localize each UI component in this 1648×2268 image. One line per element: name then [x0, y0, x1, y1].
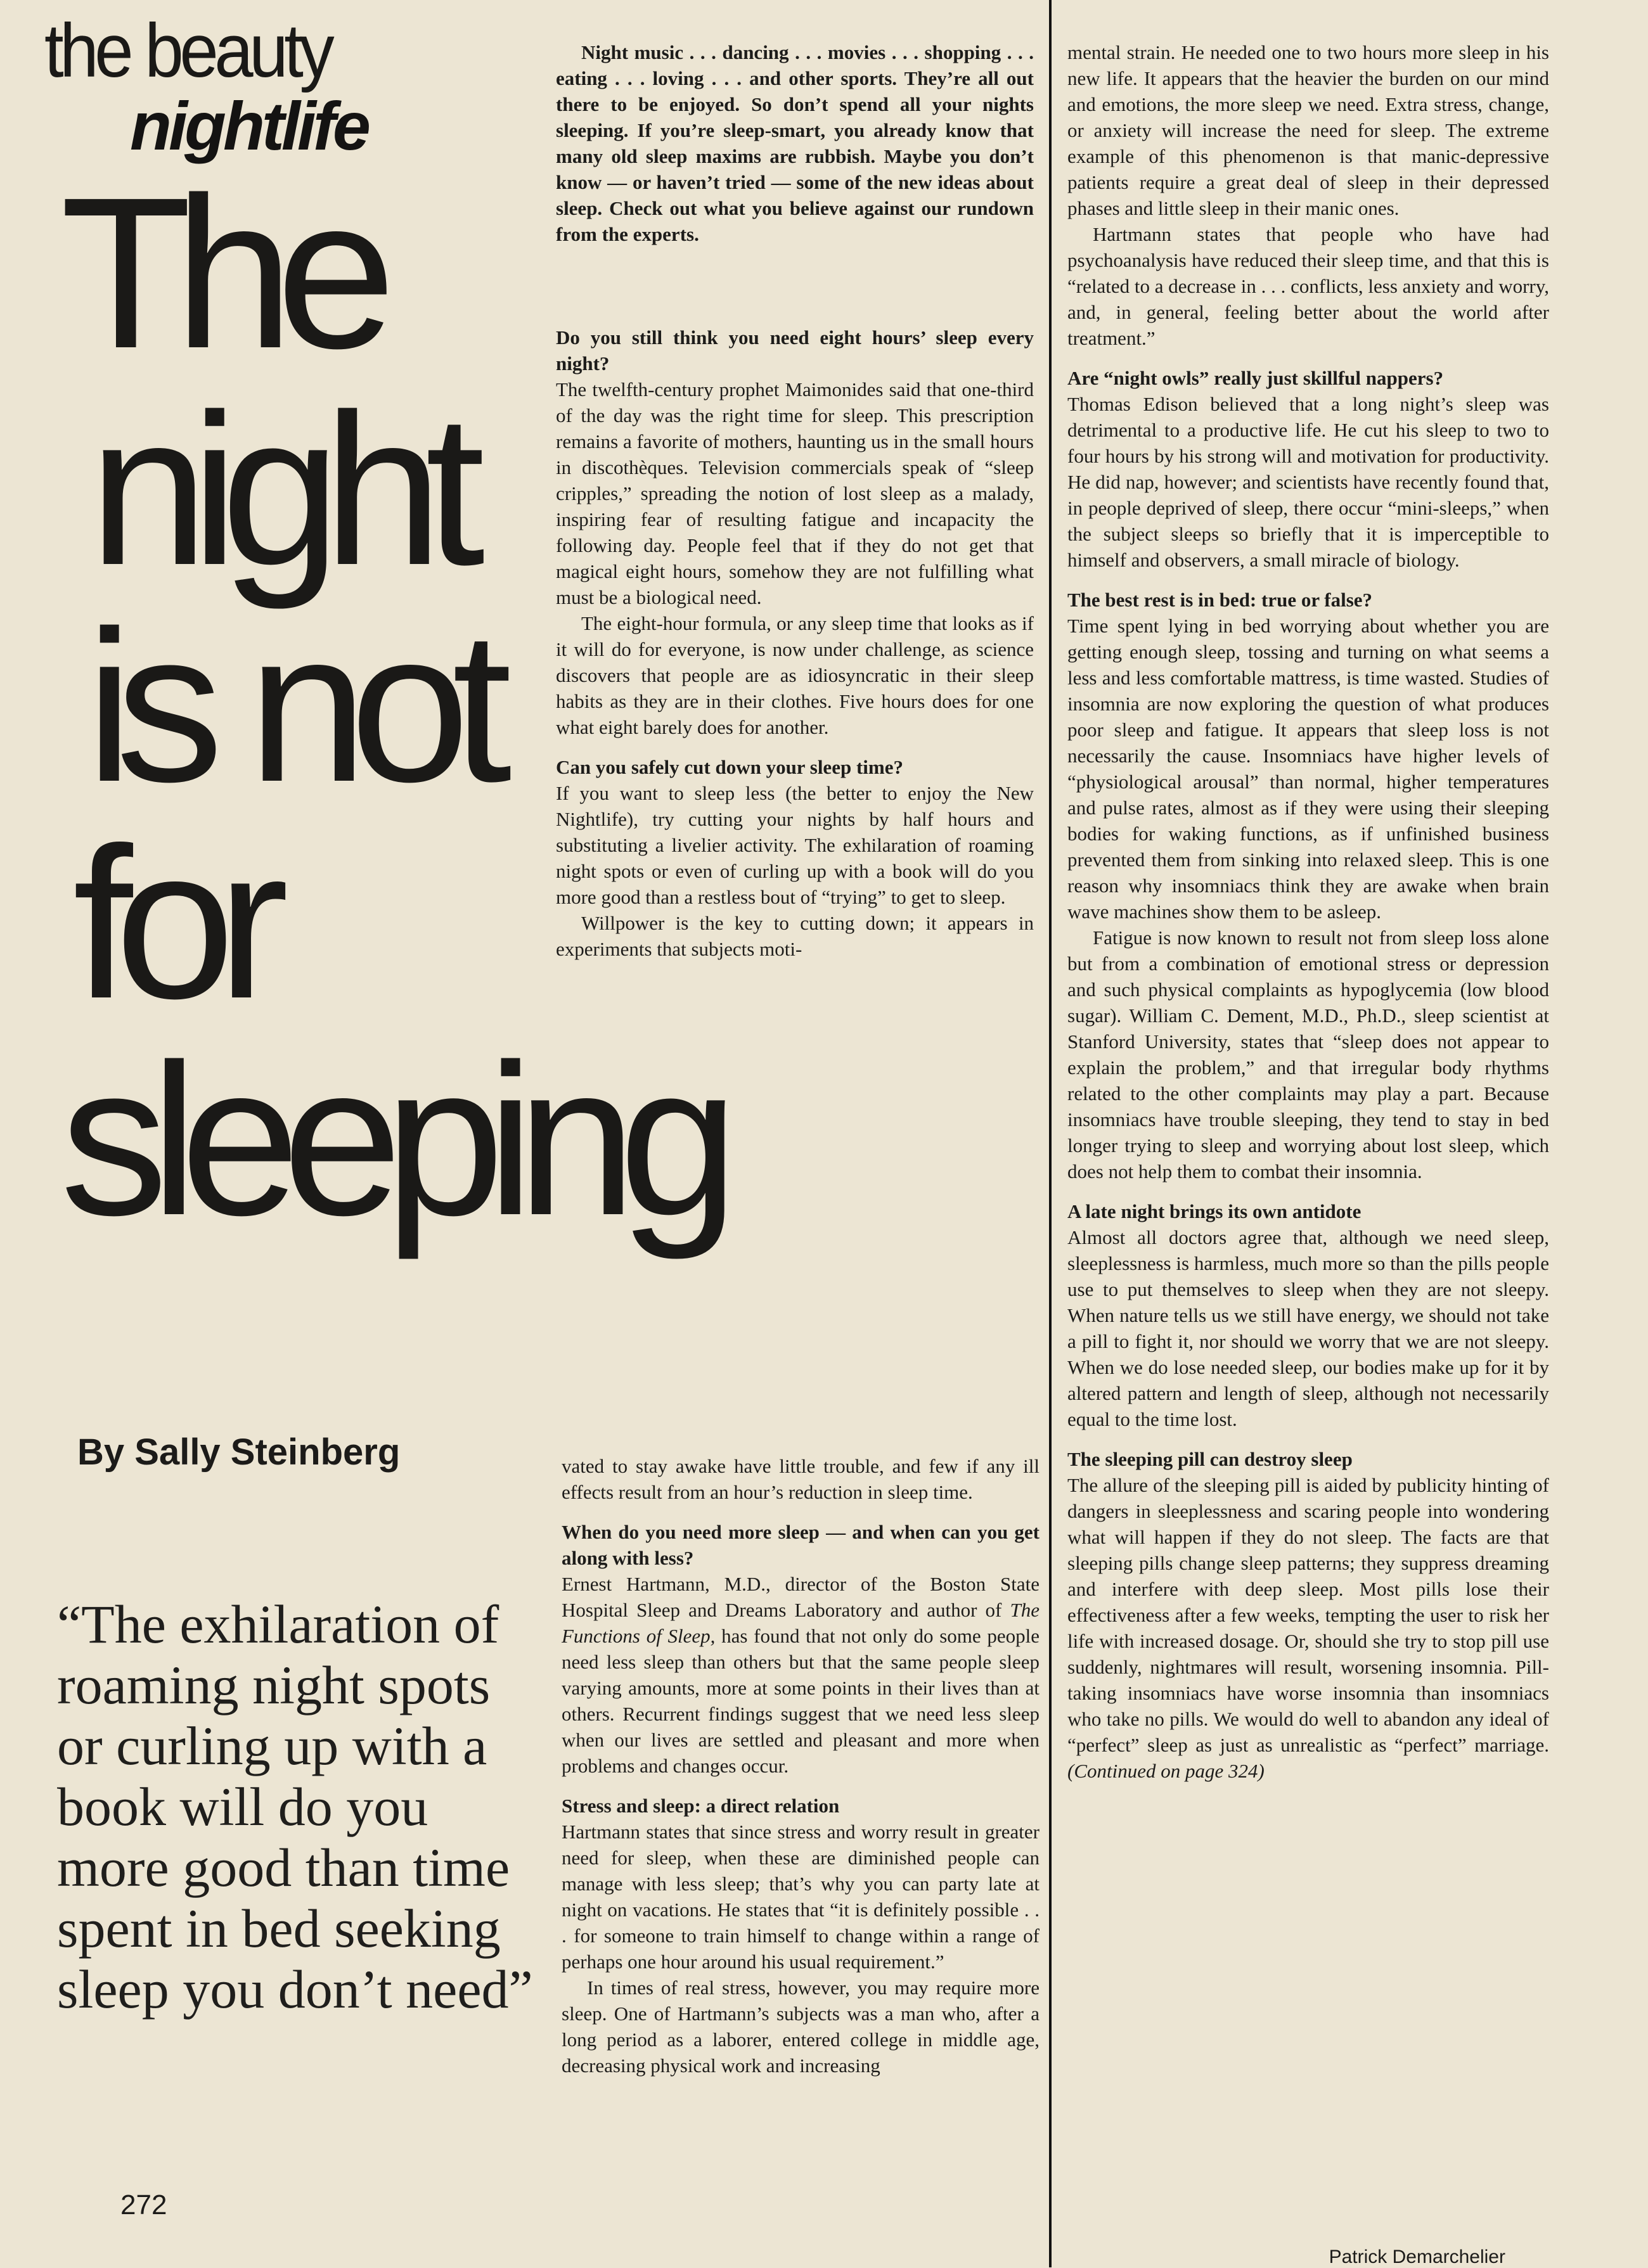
continued-note: (Continued on page 324): [1067, 1760, 1265, 1782]
subhead: When do you need more sleep — and when can you get along with less?: [562, 1521, 1040, 1569]
photo-credit: Patrick Demarchelier: [1329, 2246, 1505, 2267]
intro-paragraph: Night music . . . dancing . . . movies . . . shopping . . . eating . . . loving . . . and other sports. They’re all out there to be enjoyed. So don’t spend all your nights sleeping. If you’re sleep-smart, you already know that many old sleep maxims are rubbish. Maybe you don’t know — or haven’t tried — some of the new ideas about sleep. Check out what you believe against our rundown from the experts.: [556, 41, 1034, 245]
body-paragraph: The eight-hour formula, or any sleep time that looks as if it will do for everyone, is now under challenge, as science discovers that people are as idiosyncratic in their sleep habits as they are in their clothes. Five hours does for one what eight barely does for another.: [556, 612, 1034, 738]
body-paragraph: [562, 1571, 1040, 1779]
pull-quote: “The exhilaration of roaming night spots or curling up with a book will do you more good than time spent in bed seeking sleep you don’t need”: [57, 1594, 533, 2020]
body-paragraph: Hartmann states that since stress and worry result in greater need for sleep, when these are diminished people can manage with less sleep; that’s why you can party late at night on vacations. He states that “it is definitely possible . . . for someone to train himself to change within a range of perhaps one hour around his usual requirement.”: [562, 1821, 1040, 1973]
body-paragraph: In times of real stress, however, you may require more sleep. One of Hartmann’s subjects was a man who, after a long period as a laborer, entered college in middle age, decreasing physical work and increasing: [562, 1976, 1040, 2077]
body-paragraph: vated to stay awake have little trouble, and few if any ill effects result from an hour’s reduction in sleep time.: [562, 1455, 1040, 1503]
subhead: The sleeping pill can destroy sleep: [1067, 1448, 1353, 1470]
subhead: The best rest is in bed: true or false?: [1067, 589, 1373, 611]
body-paragraph: Thomas Edison believed that a long night’s sleep was detrimental to a productive life. He cut his sleep to two to four hours by his strong will and motivation for productivity. He did nap, however; and scientists have recently found that, in people deprived of sleep, there occur “mini-sleeps,” when the subject sleeps so briefly that it is imperceptible to himself and observers, a small miracle of biology.: [1067, 393, 1549, 571]
column-rule: [1049, 0, 1052, 2267]
article-column-c: [1067, 39, 1549, 1784]
body-paragraph: If you want to sleep less (the better to enjoy the New Nightlife), try cutting your nights by half hours and substituting a livelier activity. The exhilaration of roaming night spots or even of curling up with a book will do you more good than a restless bout of “trying” to get to sleep.: [556, 782, 1034, 908]
page-number: 272: [120, 2189, 167, 2220]
article-column-a: [556, 39, 1034, 962]
byline: By Sally Steinberg: [77, 1432, 401, 1473]
section-rubric: the beauty: [44, 8, 331, 93]
text-run: The allure of the sleeping pill is aided by publicity hinting of dangers in sleeplessness and scaring people into wondering what will happen if they do not sleep. The facts are that sleeping pills change sleep patterns; they suppress dreaming and interfere with deep sleep. Most pills lose their effectiveness after a few weeks, tempting the user to risk her life with increased dosage. Or, should she try to stop pill use suddenly, nightmares will result, worsening insomnia. Pill-taking insomniacs have worse insomnia than insomniacs who take no pills. We would do well to abandon any ideal of “perfect” sleep as just as unrealistic as “perfect” marriage.: [1067, 1474, 1549, 1756]
article-column-b: [562, 1453, 1040, 2079]
subhead: Do you still think you need eight hours’ sleep every night?: [556, 326, 1034, 375]
headline: [60, 153, 721, 1260]
body-paragraph: Fatigue is now known to result not from sleep loss alone but from a combination of emotional stress or depression and such physical complaints as hypoglycemia (low blood sugar). William C. Dement, M.D., Ph.D., sleep scientist at Stanford University, states that “sleep does not appear to explain the problem,” and that irregular body rhythms related to the other complaints may play a part. Because insomniacs have trouble sleeping, they tend to stay in bed longer trying to sleep and worrying about lost sleep, which does not help them to combat their insomnia.: [1067, 926, 1549, 1182]
body-paragraph: Hartmann states that people who have had psychoanalysis have reduced their sleep time, and that this is “related to a decrease in . . . conflicts, less anxiety and worry, and, in general, feeling better about the world after treatment.”: [1067, 223, 1549, 349]
headline-line: The: [60, 153, 378, 394]
text-run: has found that not only do some people need less sleep than others but that the same people sleep varying amounts, more at some points in their lives than at others. Recurrent findings suggest that we need less sleep when our lives are settled and pleasant and more when problems and changes occur.: [562, 1625, 1040, 1777]
body-paragraph: The twelfth-century prophet Maimonides said that one-third of the day was the right time for sleep. This prescription remains a favorite of mothers, haunting us in the small hours in discothèques. Television commercials speak of “sleep cripples,” spreading the notion of lost sleep as a malady, inspiring fear of resulting fatigue and incapacity the following day. People feel that if they do not get that magical eight hours, somehow they are not fulfilling what must be a biological need.: [556, 378, 1034, 608]
subhead: Are “night owls” really just skillful nappers?: [1067, 367, 1444, 389]
headline-line: is not: [86, 586, 494, 827]
body-paragraph: Willpower is the key to cutting down; it appears in experiments that subjects moti-: [556, 912, 1034, 960]
subhead: A late night brings its own antidote: [1067, 1200, 1362, 1222]
headline-line: night: [89, 369, 468, 610]
subhead: Stress and sleep: a direct relation: [562, 1795, 840, 1817]
headline-line: for: [73, 803, 271, 1044]
section-rubric-nightlife: nightlife: [130, 87, 368, 164]
text-run: Ernest Hartmann, M.D., director of the Boston State Hospital Sleep and Dreams Laboratory and author of: [562, 1573, 1040, 1621]
headline-line: sleeping: [60, 1020, 721, 1260]
book-title: The Functions of Sleep,: [562, 1599, 1040, 1647]
body-paragraph: [1067, 1472, 1549, 1784]
body-paragraph: Time spent lying in bed worrying about whether you are getting enough sleep, tossing and turning on what seems a less and less comfortable mattress, is time wasted. Studies of insomnia are now exploring the question of what produces poor sleep and fatigue. It appears that sleep loss is not necessarily the cause. Insomniacs have higher levels of “physiological arousal” than normal, higher temperatures and pulse rates, almost as if they were using their sleeping bodies for waking functions, as if unfinished business prevented them from sinking into relaxed sleep. This is one reason why insomniacs think they are awake when brain wave machines show them to be asleep.: [1067, 615, 1549, 923]
body-paragraph: mental strain. He needed one to two hours more sleep in his new life. It appears that the heavier the burden on our mind and emotions, the more sleep we need. Extra stress, change, or anxiety will increase the need for sleep. The extreme example of this phenomenon is that manic-depressive patients require a great deal of sleep in their depressed phases and little sleep in their manic ones.: [1067, 41, 1549, 219]
subhead: Can you safely cut down your sleep time?: [556, 756, 903, 778]
body-paragraph: Almost all doctors agree that, although we need sleep, sleeplessness is harmless, much more so than the pills people use to put themselves to sleep when they are not sleepy. When nature tells us we still have energy, we should not take a pill to fight it, nor should we worry that we are not sleepy. When we do lose needed sleep, our bodies make up for it by altered pattern and length of sleep, although not necessarily equal to the time lost.: [1067, 1226, 1549, 1430]
